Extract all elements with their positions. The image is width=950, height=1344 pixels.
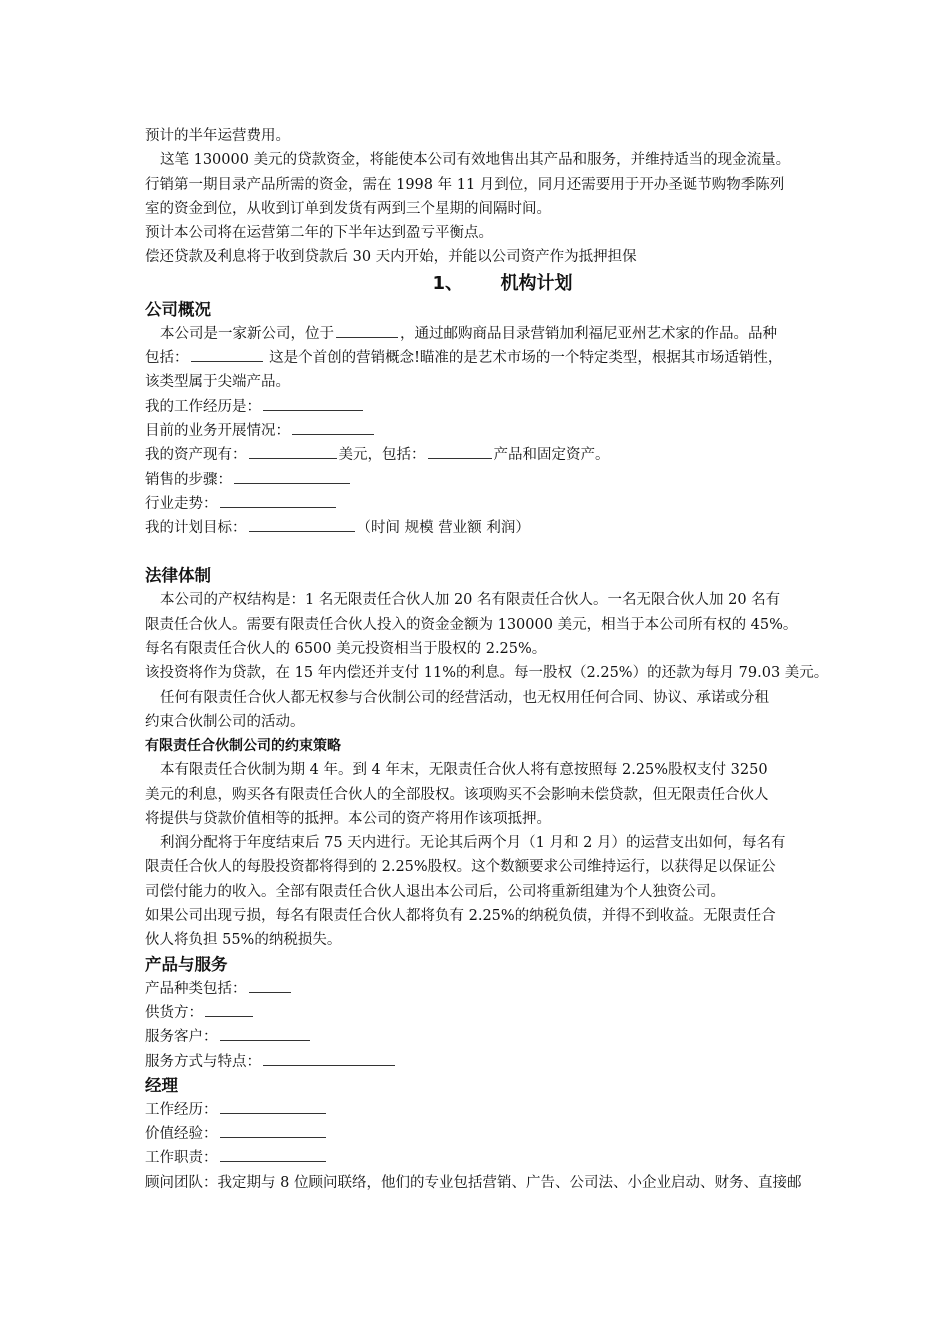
form-line: 我的计划目标： （时间 规模 营业额 利润） — [145, 520, 530, 537]
form-line: 服务客户： — [145, 1025, 860, 1049]
products-heading: 产品与服务 — [145, 954, 228, 974]
text-line: 行销第一期目录产品所需的资金，需在 1998 年 11 月到位，同月还需要用于开办圣诞节购物季陈列 — [145, 176, 785, 193]
blank-sales-steps — [234, 471, 350, 484]
blank-trend — [220, 495, 336, 508]
text-line: 如果公司出现亏损，每名有限责任合伙人都将负有 2.25%的纳税负债，并得不到收益。无限责任合 — [145, 908, 776, 925]
form-line: 服务方式与特点： — [145, 1050, 860, 1074]
text-line: 任何有限责任合伙人都无权参与合伙制公司的经营活动，也无权用任何合同、协议、承诺或分租 — [160, 689, 769, 706]
text-line: 顾问团队：我定期与 8 位顾问联络，他们的专业包括营销、广告、公司法、小企业启动、财务、直接邮 — [145, 1174, 802, 1191]
text-line: 限责任合伙人的每股投资都将得到的 2.25%股权。这个数额要求公司维持运行，以获得足以保证公 — [145, 859, 776, 876]
blank-product — [191, 349, 263, 362]
text-line: 本公司是一家新公司，位于 ，通过邮购商品目录营销加利福尼亚州艺术家的作品。品种 — [160, 325, 777, 342]
blank-experience — [263, 398, 363, 411]
blank-supplier — [205, 1004, 253, 1017]
text-line: 室的资金到位，从收到订单到发货有两到三个星期的间隔时间。 — [145, 200, 551, 217]
text-line: 本公司的产权结构是：1 名无限责任合伙人加 20 名有限责任合伙人。一名无限合伙人加 20 名有 — [160, 592, 781, 609]
text-line: 包括： 这是个首创的营销概念!瞄准的是艺术市场的一个特定类型，根据其市场适销性， — [145, 350, 783, 367]
form-line: 产品种类包括： — [145, 977, 860, 1001]
text-line: 利润分配将于年度结束后 75 天内进行。无论其后两个月（1 月和 2 月）的运营支出如何，每名有 — [160, 835, 786, 852]
text-line: 预计的半年运营费用。 — [145, 128, 290, 144]
blank-value-experience — [220, 1125, 326, 1138]
blank-assets-items — [428, 446, 492, 459]
text-line: 伙人将负担 55%的纳税损失。 — [145, 932, 342, 949]
blank-business — [292, 422, 374, 435]
text-line: 本有限责任合伙制为期 4 年。到 4 年末，无限责任合伙人将有意按照每 2.25%股权支付 3250 — [160, 762, 768, 779]
blank-customers — [220, 1028, 310, 1041]
form-line: 工作经历： — [145, 1098, 860, 1122]
constraint-heading: 有限责任合伙制公司的约束策略 — [145, 738, 341, 755]
blank-assets-amount — [249, 446, 337, 459]
manager-heading: 经理 — [145, 1075, 178, 1095]
text-line: 偿还贷款及利息将于收到贷款后 30 天内开始，并能以公司资产作为抵押担保 — [145, 249, 637, 266]
text-line: 美元的利息，购买各有限责任合伙人的全部股权。该项购买不会影响未偿贷款，但无限责任合伙人 — [145, 786, 769, 803]
form-line: 行业走势： — [145, 492, 860, 516]
blank-location — [336, 325, 398, 338]
form-line: 销售的步骤： — [145, 468, 860, 492]
form-line: 工作职责： — [145, 1146, 860, 1170]
blank-duties — [220, 1149, 326, 1162]
form-line: 价值经验： — [145, 1122, 860, 1146]
text-line: 司偿付能力的收入。全部有限责任合伙人退出本公司后，公司将重新组建为个人独资公司。 — [145, 883, 725, 900]
legal-heading: 法律体制 — [145, 566, 211, 586]
blank-work-experience — [220, 1101, 326, 1114]
form-line: 供货方： — [145, 1001, 860, 1025]
form-line: 目前的业务开展情况： — [145, 419, 860, 443]
overview-heading: 公司概况 — [145, 299, 211, 319]
document-page — [145, 124, 860, 1195]
blank-product-types — [249, 980, 291, 993]
section-number: 1、 — [432, 272, 464, 294]
text-line: 每名有限责任合伙人的 6500 美元投资相当于股权的 2.25%。 — [145, 641, 547, 658]
text-line: 限责任合伙人。需要有限责任合伙人投入的资金金额为 130000 美元，相当于本公司所有权的 45%。 — [145, 616, 798, 633]
text-line: 这笔 130000 美元的贷款资金，将能使本公司有效地售出其产品和服务，并维持适当的现金流量。 — [160, 152, 791, 169]
text-line: 约束合伙制公司的活动。 — [145, 713, 305, 730]
blank-goal — [249, 519, 355, 532]
form-line: 我的工作经历是： — [145, 395, 860, 419]
form-line: 我的资产现有： 美元，包括： 产品和固定资产。 — [145, 447, 610, 464]
section-title: 机构计划 — [500, 272, 573, 294]
blank-method — [263, 1053, 395, 1066]
text-line: 该类型属于尖端产品。 — [145, 374, 290, 391]
text-line: 该投资将作为贷款，在 15 年内偿还并支付 11%的利息。每一股权（2.25%）的还款为每月 79.03 美元。 — [145, 665, 829, 682]
section-heading — [145, 270, 860, 298]
text-line: 将提供与贷款价值相等的抵押。本公司的资产将用作该项抵押。 — [145, 810, 551, 827]
text-line: 预计本公司将在运营第二年的下半年达到盈亏平衡点。 — [145, 225, 493, 242]
